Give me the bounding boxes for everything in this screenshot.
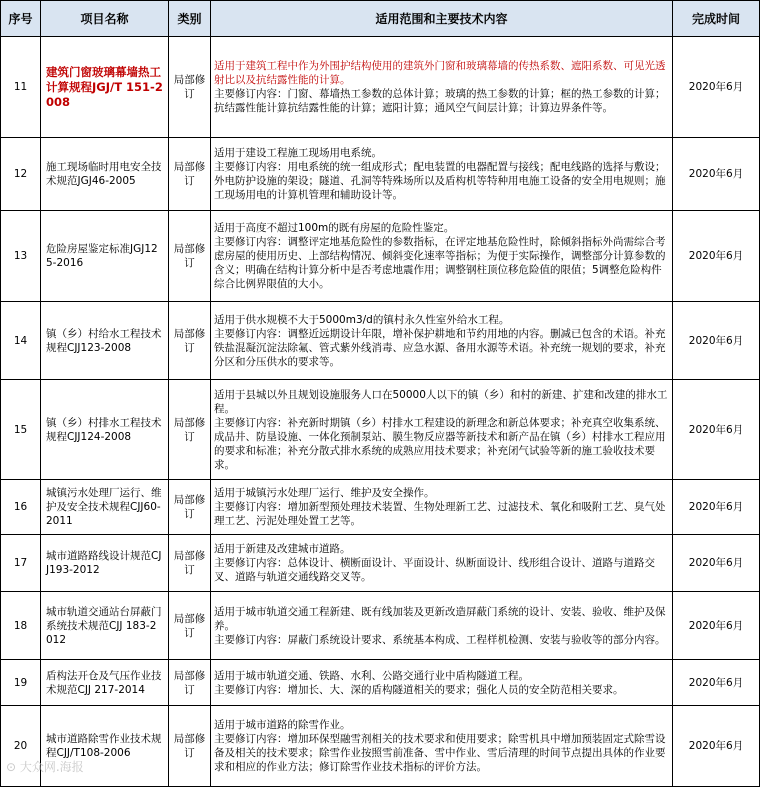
category: 局部修订 (169, 660, 211, 706)
revision-text: 主要修订内容：门窗、幕墙热工参数的总体计算；玻璃的热工参数的计算；框的热工参数的计算；抗结露性能计算抗结露性能的计算；遮阳计算；通风空气间层计算；计算边界条件等。 (214, 88, 666, 114)
completion-date: 2020年6月 (673, 535, 760, 592)
row-number: 16 (1, 480, 41, 535)
scope-content (211, 302, 673, 380)
header-name: 项目名称 (41, 1, 169, 37)
revision-text: 主要修订内容：增加新型预处理技术装置、生物处理新工艺、过滤技术、氧化和吸附工艺、臭气处理工艺、污泥处理处置工艺等。 (214, 501, 666, 527)
completion-date: 2020年6月 (673, 660, 760, 706)
project-name: 城市道路除雪作业技术规程CJJ/T108-2006 (41, 706, 169, 787)
revision-text: 主要修订内容：调整评定地基危险性的参数指标，在评定地基危险性时，除倾斜指标外尚需综合考虑房屋的使用历史、上部结构情况、倾斜变化速率等指标；为便于实际操作，调整部分计算参数的含义；明确在结构计算分析中是否考虑地震作用；调整钢柱顶位移危险值的限值；5调整危险构件综合比例界限值的大小。 (214, 236, 666, 290)
project-name: 建筑门窗玻璃幕墙热工计算规程JGJ/T 151-2008 (41, 37, 169, 138)
scope-text: 适用于城市道路的除雪作业。 (214, 719, 351, 731)
revision-text: 主要修订内容：屏蔽门系统设计要求、系统基本构成、工程样机检测、安装与验收等的部分内容。 (214, 633, 666, 646)
scope-content (211, 480, 673, 535)
scope-content (211, 138, 673, 211)
completion-date: 2020年6月 (673, 592, 760, 660)
row-number: 20 (1, 706, 41, 787)
row-number: 19 (1, 660, 41, 706)
row-number: 11 (1, 37, 41, 138)
project-name: 镇（乡）村排水工程技术规程CJJ124-2008 (41, 380, 169, 480)
category: 局部修订 (169, 535, 211, 592)
table-row (1, 480, 760, 535)
revision-text: 主要修订内容：补充新时期镇（乡）村排水工程建设的新理念和新总体要求；补充真空收集系统、成品井、防垦设施、一体化预制泵站、膜生物反应器等新技术和新产品在镇（乡）村排水工程应用的要求和标准；补充分散式排水系统的成熟应用技术要求；补充闭气试验等新的施工验收技术要求。 (214, 416, 666, 471)
project-name: 城镇污水处理厂运行、维护及安全技术规程CJJ60-2011 (41, 480, 169, 535)
revision-text: 主要修订内容：增加环保型融雪剂相关的技术要求和使用要求；除雪机具中增加预装固定式除雪设备及相关的技术要求；除雪作业按照雪前准备、雪中作业、雪后清理的时间节点提出具体的作业要求和相应的作业方法；修订除雪作业技术指标的评价方法。 (214, 733, 666, 773)
scope-content (211, 380, 673, 480)
row-number: 12 (1, 138, 41, 211)
header-date: 完成时间 (673, 1, 760, 37)
header-content: 适用范围和主要技术内容 (211, 1, 673, 37)
category: 局部修订 (169, 480, 211, 535)
project-name: 盾构法开仓及气压作业技术规范CJJ 217-2014 (41, 660, 169, 706)
scope-content (211, 37, 673, 138)
completion-date: 2020年6月 (673, 37, 760, 138)
row-number: 18 (1, 592, 41, 660)
watermark: ⊙ 大众网.海报 (6, 760, 84, 774)
header-row (1, 1, 760, 37)
scope-content (211, 706, 673, 787)
table-row (1, 706, 760, 787)
scope-content (211, 592, 673, 660)
table-row (1, 535, 760, 592)
scope-text: 适用于高度不超过100m的既有房屋的危险性鉴定。 (214, 222, 455, 234)
table-row (1, 138, 760, 211)
completion-date: 2020年6月 (673, 480, 760, 535)
scope-text: 适用于供水规模不大于5000m3/d的镇村永久性室外给水工程。 (214, 313, 510, 326)
row-number: 15 (1, 380, 41, 480)
table-row (1, 592, 760, 660)
project-name: 危险房屋鉴定标准JGJ125-2016 (41, 211, 169, 302)
table-row (1, 302, 760, 380)
scope-content (211, 535, 673, 592)
table-row (1, 660, 760, 706)
table-row (1, 380, 760, 480)
category: 局部修订 (169, 592, 211, 660)
revision-text: 主要修订内容：总体设计、横断面设计、平面设计、纵断面设计、线形组合设计、道路与道路交叉、道路与轨道交通线路交叉等。 (214, 557, 655, 583)
revision-text: 主要修订内容：调整近远期设计年限，增补保护耕地和节约用地的内容。删减已包含的术语。补充铁盐混凝沉淀法除氟、管式紫外线消毒、应急水源、备用水源等术语。补充统一规划的要求，补充分区和分压供水的要求等。 (214, 327, 666, 368)
header-type: 类别 (169, 1, 211, 37)
completion-date: 2020年6月 (673, 302, 760, 380)
completion-date: 2020年6月 (673, 138, 760, 211)
completion-date: 2020年6月 (673, 211, 760, 302)
header-no: 序号 (1, 1, 41, 37)
category: 局部修订 (169, 380, 211, 480)
table-row (1, 37, 760, 138)
scope-content (211, 211, 673, 302)
category: 局部修订 (169, 211, 211, 302)
category: 局部修订 (169, 138, 211, 211)
completion-date: 2020年6月 (673, 706, 760, 787)
table-body (1, 37, 760, 787)
row-number: 14 (1, 302, 41, 380)
project-name: 施工现场临时用电安全技术规范JGJ46-2005 (41, 138, 169, 211)
scope-text: 适用于县城以外且规划设施服务人口在50000人以下的镇（乡）和村的新建、扩建和改建的排水工程。 (214, 388, 668, 415)
scope-text: 适用于建设工程施工现场用电系统。 (214, 147, 382, 159)
category: 局部修订 (169, 706, 211, 787)
project-name: 城市轨道交通站台屏蔽门系统技术规范CJJ 183-2012 (41, 592, 169, 660)
project-name: 镇（乡）村给水工程技术规程CJJ123-2008 (41, 302, 169, 380)
completion-date: 2020年6月 (673, 380, 760, 480)
revision-text: 主要修订内容：用电系统的统一组成形式；配电装置的电器配置与接线；配电线路的选择与敷设；外电防护设施的架设；隧道、孔洞等特殊场所以及盾构机等特种用电施工设备的安全用电规则；施工现场用电的计算机管理和辅助设计等。 (214, 161, 666, 201)
revision-text: 主要修订内容：增加长、大、深的盾构隧道相关的要求；强化人员的安全防范相关要求。 (214, 683, 624, 696)
scope-text: 适用于城市轨道交通、铁路、水利、公路交通行业中盾构隧道工程。 (214, 669, 529, 682)
scope-text: 适用于城市轨道交通工程新建、既有线加装及更新改造屏蔽门系统的设计、安装、验收、维护及保养。 (214, 605, 666, 632)
scope-text: 适用于城镇污水处理厂运行、维护及安全操作。 (214, 487, 435, 499)
row-number: 13 (1, 211, 41, 302)
table-row (1, 211, 760, 302)
scope-content (211, 660, 673, 706)
category: 局部修订 (169, 302, 211, 380)
scope-text: 适用于建筑工程中作为外围护结构使用的建筑外门窗和玻璃幕墙的传热系数、遮阳系数、可见光透射比以及抗结露性能的计算。 (214, 60, 666, 86)
scope-text: 适用于新建及改建城市道路。 (214, 543, 351, 555)
row-number: 17 (1, 535, 41, 592)
category: 局部修订 (169, 37, 211, 138)
project-name: 城市道路路线设计规范CJJ193-2012 (41, 535, 169, 592)
